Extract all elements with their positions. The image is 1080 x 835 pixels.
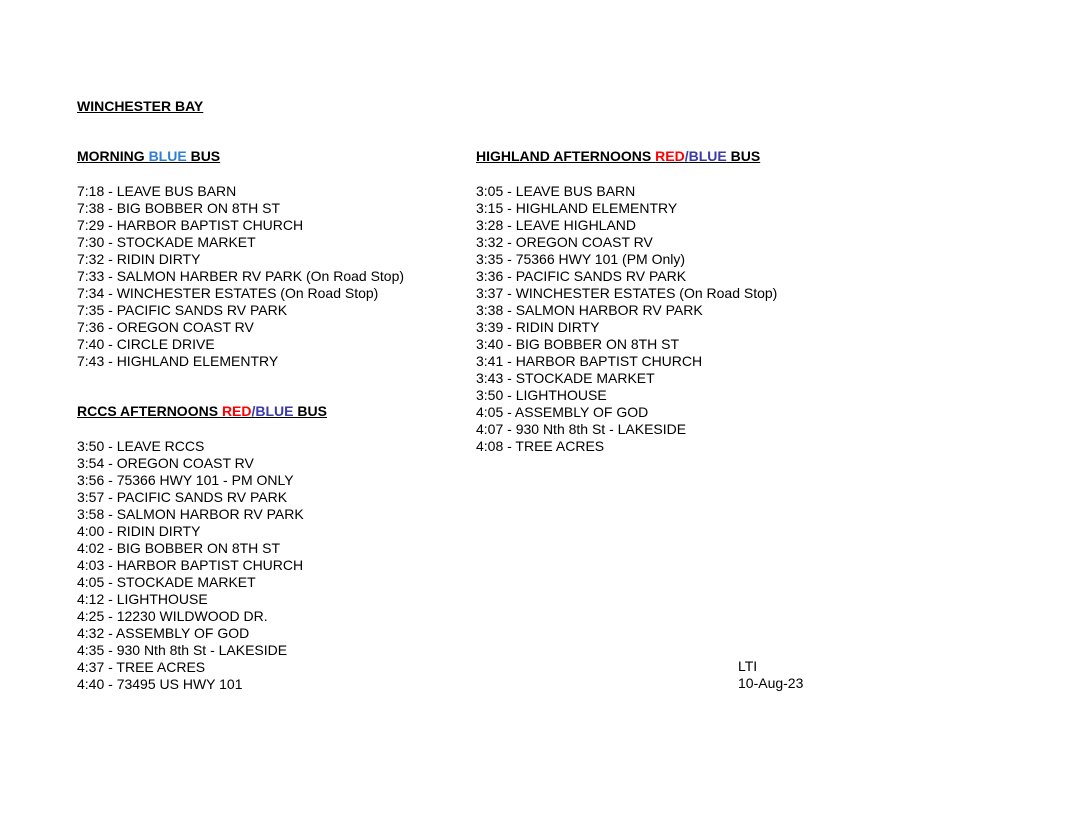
highland-heading-prefix: HIGHLAND AFTERNOONS xyxy=(476,148,656,164)
highland-stop: 3:43 - STOCKADE MARKET xyxy=(476,370,655,386)
highland-stop: 3:50 - LIGHTHOUSE xyxy=(476,387,607,403)
highland-stop: 4:05 - ASSEMBLY OF GOD xyxy=(476,404,649,420)
rccs-stop: 4:35 - 930 Nth 8th St - LAKESIDE xyxy=(77,642,288,658)
highland-stop: 3:15 - HIGHLAND ELEMENTRY xyxy=(476,200,678,216)
rccs-heading-blue-word: BLUE xyxy=(255,403,294,419)
rccs-afternoon-bus-section xyxy=(77,403,327,693)
morning-heading-suffix: BUS xyxy=(186,148,221,164)
rccs-stop: 3:57 - PACIFIC SANDS RV PARK xyxy=(77,489,288,505)
highland-stop-list xyxy=(476,183,777,455)
highland-stop: 3:38 - SALMON HARBOR RV PARK xyxy=(476,302,703,318)
morning-stop: 7:38 - BIG BOBBER ON 8TH ST xyxy=(77,200,281,216)
rccs-stop: 4:05 - STOCKADE MARKET xyxy=(77,574,256,590)
rccs-stop: 4:25 - 12230 WILDWOOD DR. xyxy=(77,608,268,624)
footer-date: 10-Aug-23 xyxy=(738,675,804,691)
highland-stop: 4:08 - TREE ACRES xyxy=(476,438,605,454)
rccs-stop: 4:02 - BIG BOBBER ON 8TH ST xyxy=(77,540,281,556)
morning-stop: 7:34 - WINCHESTER ESTATES (On Road Stop) xyxy=(77,285,379,301)
highland-heading-blue-word: BLUE xyxy=(688,148,727,164)
page-title: WINCHESTER BAY xyxy=(77,98,204,114)
rccs-stop: 3:56 - 75366 HWY 101 - PM ONLY xyxy=(77,472,294,488)
morning-stop: 7:35 - PACIFIC SANDS RV PARK xyxy=(77,302,288,318)
rccs-stop: 3:50 - LEAVE RCCS xyxy=(77,438,205,454)
footer xyxy=(738,658,803,692)
morning-stop: 7:30 - STOCKADE MARKET xyxy=(77,234,256,250)
morning-blue-bus-section xyxy=(77,148,404,370)
highland-stop: 3:32 - OREGON COAST RV xyxy=(476,234,653,250)
rccs-stop: 3:58 - SALMON HARBOR RV PARK xyxy=(77,506,304,522)
highland-stop: 3:35 - 75366 HWY 101 (PM Only) xyxy=(476,251,686,267)
highland-heading-red-word: RED xyxy=(655,148,685,164)
highland-stop: 3:39 - RIDIN DIRTY xyxy=(476,319,600,335)
morning-stop-list xyxy=(77,183,404,370)
morning-stop: 7:29 - HARBOR BAPTIST CHURCH xyxy=(77,217,304,233)
rccs-heading-prefix: RCCS AFTERNOONS xyxy=(77,403,222,419)
rccs-heading-red-word: RED xyxy=(221,403,252,419)
highland-stop: 3:41 - HARBOR BAPTIST CHURCH xyxy=(476,353,703,369)
rccs-stop-list xyxy=(77,438,327,693)
morning-stop: 7:18 - LEAVE BUS BARN xyxy=(77,183,237,199)
rccs-stop: 4:03 - HARBOR BAPTIST CHURCH xyxy=(77,557,304,573)
highland-heading-suffix: BUS xyxy=(726,148,761,164)
morning-stop: 7:33 - SALMON HARBER RV PARK (On Road Stop) xyxy=(77,268,405,284)
highland-stop: 3:37 - WINCHESTER ESTATES (On Road Stop) xyxy=(476,285,778,301)
morning-stop: 7:40 - CIRCLE DRIVE xyxy=(77,336,215,352)
highland-stop: 3:40 - BIG BOBBER ON 8TH ST xyxy=(476,336,680,352)
morning-heading xyxy=(77,148,404,165)
rccs-heading-slash: / xyxy=(251,403,256,419)
footer-author: LTI xyxy=(738,658,758,674)
morning-heading-prefix: MORNING xyxy=(77,148,149,164)
morning-stop: 7:32 - RIDIN DIRTY xyxy=(77,251,201,267)
rccs-stop: 4:40 - 73495 US HWY 101 xyxy=(77,676,243,692)
highland-stop: 3:28 - LEAVE HIGHLAND xyxy=(476,217,637,233)
rccs-stop: 4:00 - RIDIN DIRTY xyxy=(77,523,201,539)
highland-afternoon-bus-section xyxy=(476,148,777,455)
rccs-stop: 3:54 - OREGON COAST RV xyxy=(77,455,254,471)
rccs-stop: 4:12 - LIGHTHOUSE xyxy=(77,591,208,607)
rccs-heading-suffix: BUS xyxy=(293,403,327,419)
morning-stop: 7:36 - OREGON COAST RV xyxy=(77,319,254,335)
highland-stop: 4:07 - 930 Nth 8th St - LAKESIDE xyxy=(476,421,687,437)
morning-stop: 7:43 - HIGHLAND ELEMENTRY xyxy=(77,353,279,369)
morning-heading-blue-word: BLUE xyxy=(148,148,187,164)
highland-stop: 3:05 - LEAVE BUS BARN xyxy=(476,183,636,199)
highland-heading xyxy=(476,148,777,165)
highland-heading-slash: / xyxy=(684,148,689,164)
highland-stop: 3:36 - PACIFIC SANDS RV PARK xyxy=(476,268,687,284)
rccs-stop: 4:37 - TREE ACRES xyxy=(77,659,206,675)
rccs-stop: 4:32 - ASSEMBLY OF GOD xyxy=(77,625,250,641)
rccs-heading xyxy=(77,403,327,420)
